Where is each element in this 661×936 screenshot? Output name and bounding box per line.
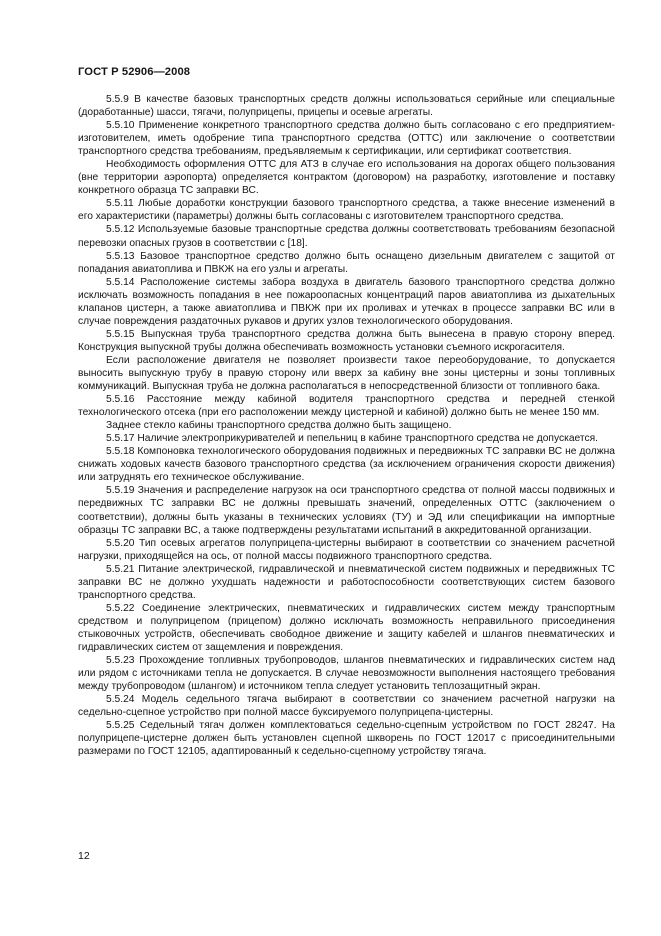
paragraph-5-5-21: 5.5.21 Питание электрической, гидравлической и пневматической систем подвижных и передвижных ТС заправки ВС не должно ухудшать надежности и работоспособности соответствующих систем базового транспортного средства. xyxy=(78,563,615,601)
paragraph-5-5-10: 5.5.10 Применение конкретного транспортного средства должно быть согласовано с его предприятием-изготовителем, иметь одобрение типа транспортного средства (ОТТС) или заключение о соответствии транспортного средства требованиям, предъявляемым к сертификации, или сертификат соответствия. xyxy=(78,120,615,158)
paragraph-5-5-23: 5.5.23 Прохождение топливных трубопроводов, шлангов пневматических и гидравлических систем над или рядом с источниками тепла не допускается. В случае невозможности выполнения настоящего требования между трубопроводом (шлангом) и источником тепла следует установить теплозащитный экран. xyxy=(78,655,615,693)
paragraph-5-5-16: 5.5.16 Расстояние между кабиной водителя транспортного средства и передней стенкой технологического отсека (при его расположении между цистерной и кабиной) должно быть не менее 150 мм. xyxy=(78,394,615,419)
page-number: 12 xyxy=(78,850,90,862)
paragraph-5-5-20: 5.5.20 Тип осевых агрегатов полуприцепа-цистерны выбирают в соответствии со значением расчетной нагрузки, приходящейся на ось, от полной массы подвижного транспортного средства. xyxy=(78,537,615,562)
paragraph-5-5-18: 5.5.18 Компоновка технологического оборудования подвижных и передвижных ТС заправки ВС не должна снижать ходовых качеств базового транспортного средства (за исключением ограничения скорости движения) или затруднять его техническое обслуживание. xyxy=(78,446,615,484)
paragraph-5-5-9: 5.5.9 В качестве базовых транспортных средств должны использоваться серийные или специальные (доработанные) шасси, тягачи, полуприцепы, прицепы и осевые агрегаты. xyxy=(78,94,615,119)
paragraph-5-5-14: 5.5.14 Расположение системы забора воздуха в двигатель базового транспортного средства должно исключать возможность попадания в нее пожароопасных концентраций паров авиатоплива из дыхательных клапанов цистерн, а также авиатоплива и ПВКЖ при их проливах и утечках в процессе заправки ВС или в случае повреждения раздаточных рукавов и других узлов технологического оборудования. xyxy=(78,276,615,327)
paragraph-5-5-22: 5.5.22 Соединение электрических, пневматических и гидравлических систем между транспортным средством и полуприцепом (прицепом) должно исключать возможность неправильного присоединения стыковочных устройств, обеспечивать свободное движение и защиту кабелей и шлангов пневматических и гидравлических систем от защемления и повреждения. xyxy=(78,602,615,653)
paragraph-5-5-24: 5.5.24 Модель седельного тягача выбирают в соответствии со значением расчетной нагрузки на седельно-сцепное устройство при полной массе буксируемого полуприцепа-цистерны. xyxy=(78,694,615,719)
paragraph-5-5-17: 5.5.17 Наличие электроприкуривателей и пепельниц в кабине транспортного средства не допускается. xyxy=(106,433,598,445)
paragraph-5-5-11: 5.5.11 Любые доработки конструкции базового транспортного средства, а также внесение изменений в его характеристики (параметры) должны быть согласованы с изготовителем транспортного средства. xyxy=(78,198,615,223)
paragraph-5-5-25: 5.5.25 Седельный тягач должен комплектоваться седельно-сцепным устройством по ГОСТ 28247. На полуприцепе-цистерне должен быть установлен сцепной шкворень по ГОСТ 12017 с присоединительными размерами по ГОСТ 12105, адаптированный к седельно-сцепному устройству тягача. xyxy=(78,720,615,758)
paragraph-5-5-16-note: Заднее стекло кабины транспортного средства должно быть защищено. xyxy=(106,420,452,432)
paragraph-5-5-15-note: Если расположение двигателя не позволяет произвести такое переоборудование, то допускается выносить выпускную трубу в правую сторону или вверх за кабину вне зоны цистерны и зоны топливных коммуникаций. Выпускная труба не должна располагаться в непосредственной близости от топливного бака. xyxy=(78,354,615,393)
document-body xyxy=(78,93,615,758)
paragraph-5-5-10-note: Необходимость оформления ОТТС для АТЗ в случае его использования на дорогах общего пользования (вне территории аэропорта) определяется контрактом (договором) на разработку, изготовление и поставку конкретного образца ТС заправки ВС. xyxy=(78,159,615,197)
paragraph-5-5-19: 5.5.19 Значения и распределение нагрузок на оси транспортного средства от полной массы подвижных и передвижных ТС заправки ВС не должны превышать значений, определенных ОТТС (заключением о соответствии), должны быть указаны в технических условиях (ТУ) и ЭД или спецификации на импортные образцы ТС заправки ВС, а также подтверждены результатами испытаний в аккредитованной организации. xyxy=(78,485,615,536)
paragraph-5-5-12: 5.5.12 Используемые базовые транспортные средства должны соответствовать требованиям безопасной перевозки опасных грузов в соответствии с [18]. xyxy=(78,224,615,249)
paragraph-5-5-15: 5.5.15 Выпускная труба транспортного средства должна быть вынесена в правую сторону вперед. Конструкция выпускной трубы должна обеспечивать возможность установки съемного искрогасителя. xyxy=(78,328,615,353)
document-header: ГОСТ Р 52906—2008 xyxy=(78,66,191,78)
paragraph-5-5-13: 5.5.13 Базовое транспортное средство должно быть оснащено дизельным двигателем с защитой от попадания авиатоплива и ПВКЖ на его узлы и агрегаты. xyxy=(78,250,615,275)
